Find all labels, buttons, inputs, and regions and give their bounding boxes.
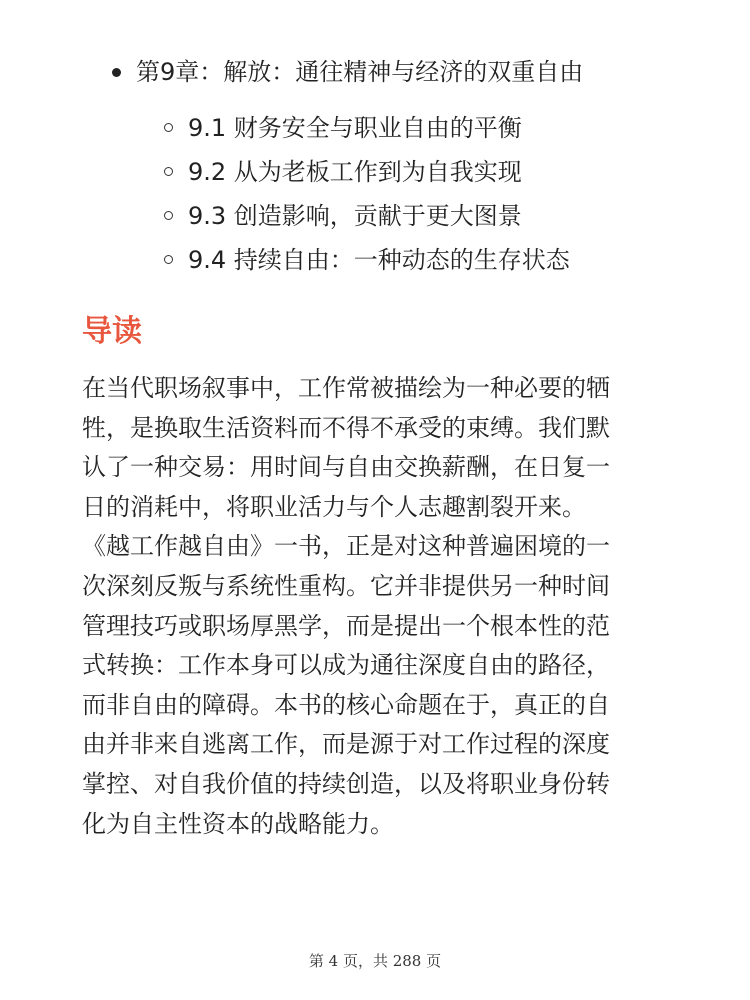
toc-section-label: 9.1 财务安全与职业自由的平衡 [188,114,522,142]
body-line: 牲，是换取生活资料而不得不承受的束缚。我们默 [82,413,610,442]
toc-section-label: 9.2 从为老板工作到为自我实现 [188,158,522,186]
body-line: 认了一种交易：用时间与自由交换薪酬，在日复一 [82,453,610,482]
filled-disc-icon [112,68,121,77]
body-line: 由并非来自逃离工作，而是源于对工作过程的深度 [82,730,610,759]
hollow-circle-icon [164,211,173,220]
toc-section-list [162,106,570,282]
body-line: 管理技巧或职场厚黑学，而是提出一个根本性的范 [82,611,610,640]
section-heading: 导读 [82,314,142,349]
hollow-circle-icon [164,123,173,132]
toc-section-item [162,194,570,238]
body-line: 在当代职场叙事中，工作常被描绘为一种必要的牺 [82,374,610,402]
body-line: 而非自由的障碍。本书的核心命题在于，真正的自 [82,690,610,719]
hollow-circle-icon [164,255,173,264]
body-line: 次深刻反叛与系统性重构。它并非提供另一种时间 [82,571,610,600]
body-line: 《越工作越自由》一书，正是对这种普遍困境的一 [82,532,610,561]
hollow-circle-icon [164,167,173,176]
toc-chapter-label: 第9章：解放：通往精神与经济的双重自由 [136,58,584,86]
body-paragraph [82,369,676,844]
toc-section-label: 9.4 持续自由：一种动态的生存状态 [188,246,570,274]
toc-section-item [162,238,570,282]
body-line: 掌控、对自我价值的持续创造，以及将职业身份转 [82,769,610,798]
toc-section-item [162,150,570,194]
body-line: 式转换：工作本身可以成为通往深度自由的路径， [82,651,610,680]
body-line: 化为自主性资本的战略能力。 [82,809,394,838]
body-line: 日的消耗中，将职业活力与个人志趣割裂开来。 [82,492,586,521]
page-number-footer: 第 4 页，共 288 页 [308,952,442,970]
toc-chapter-item [110,50,583,94]
toc-chapter-list [110,50,583,94]
toc-section-item [162,106,570,150]
toc-section-label: 9.3 创造影响，贡献于更大图景 [188,202,522,230]
